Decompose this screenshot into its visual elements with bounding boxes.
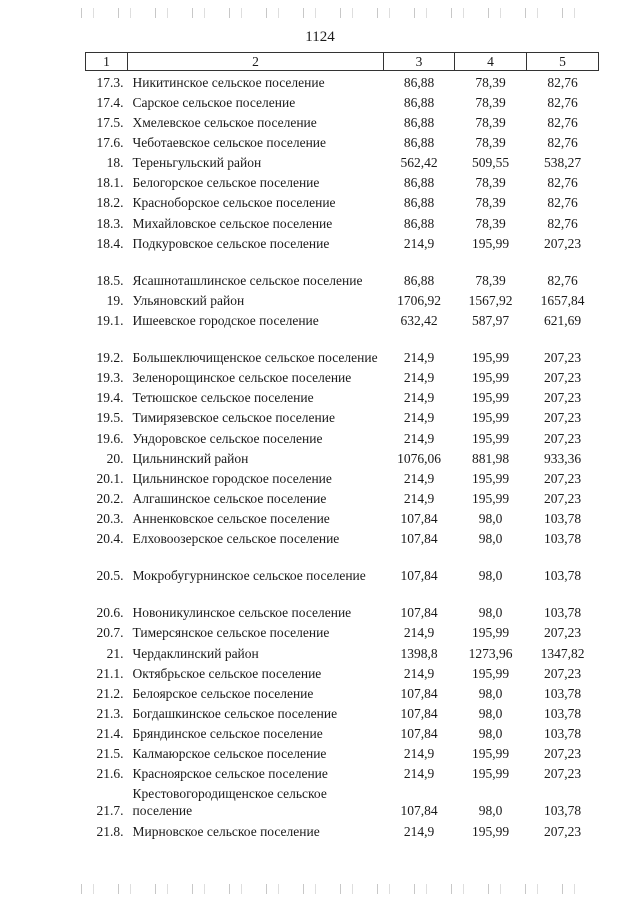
- table-row: [86, 252, 599, 289]
- value-col-5: 82,76: [547, 215, 578, 231]
- allocation-table: [85, 52, 599, 840]
- table-row: [86, 151, 599, 171]
- value-col-5: 82,76: [547, 94, 578, 110]
- value-col-4: 195,99: [471, 766, 510, 782]
- table-header: [86, 53, 599, 71]
- value-col-4: 98,0: [478, 531, 503, 547]
- row-number: 20.3.: [96, 511, 124, 527]
- value-col-5: 207,23: [543, 390, 582, 406]
- value-col-5: 82,76: [547, 114, 578, 130]
- value-col-3: 107,84: [400, 531, 438, 547]
- value-col-3: 86,88: [403, 74, 435, 90]
- value-col-4: 78,39: [475, 135, 506, 151]
- settlement-name: Белогорское сельское поселение: [132, 175, 320, 191]
- value-col-4: 195,99: [471, 430, 510, 446]
- value-col-5: 103,78: [543, 605, 582, 621]
- row-number: 18.2.: [96, 195, 124, 211]
- value-col-4: 78,39: [475, 272, 506, 288]
- table-row: [86, 662, 599, 682]
- scan-artifact-bottom: [70, 884, 590, 894]
- value-col-3: 86,88: [403, 272, 435, 288]
- row-number: 20.4.: [96, 531, 124, 547]
- table-row: [86, 782, 599, 819]
- table-row: [86, 232, 599, 252]
- value-col-3: 107,84: [400, 568, 438, 584]
- settlement-name: Мирновское сельское поселение: [132, 823, 320, 839]
- table-row: [86, 406, 599, 426]
- row-number: 21.5.: [96, 746, 124, 762]
- settlement-name: Чеботаевское сельское поселение: [132, 135, 327, 151]
- row-number: 20.7.: [96, 625, 124, 641]
- value-col-3: 214,9: [403, 491, 435, 507]
- value-col-5: 103,78: [543, 706, 582, 722]
- row-number: 19.1.: [96, 313, 124, 329]
- value-col-4: 195,99: [471, 625, 510, 641]
- table-row: [86, 527, 599, 547]
- value-col-5: 207,23: [543, 823, 582, 839]
- settlement-name: Октябрьское сельское поселение: [132, 665, 322, 681]
- table-body: [86, 71, 599, 840]
- table-row: [86, 702, 599, 722]
- row-number: 19.3.: [96, 370, 124, 386]
- value-col-5: 207,23: [543, 410, 582, 426]
- settlement-name: Ясашноташлинское сельское поселение: [132, 272, 363, 288]
- column-header: 1: [86, 53, 128, 71]
- value-col-3: 1076,06: [397, 450, 441, 466]
- settlement-name: Мокробугурнинское сельское поселение: [132, 568, 366, 584]
- value-col-4: 195,99: [471, 491, 510, 507]
- table-row: [86, 547, 599, 584]
- table-row: [86, 819, 599, 839]
- table-row: [86, 487, 599, 507]
- value-col-5: 538,27: [543, 155, 582, 171]
- row-number: 18.3.: [96, 215, 124, 231]
- value-col-3: 1706,92: [397, 292, 441, 308]
- table-row: [86, 289, 599, 309]
- row-number: 18.5.: [96, 272, 124, 288]
- table-row: [86, 131, 599, 151]
- value-col-5: 207,23: [543, 746, 582, 762]
- settlement-name: Красноярское сельское поселение: [132, 766, 328, 782]
- row-number: 17.4.: [96, 94, 124, 110]
- value-col-5: 103,78: [543, 511, 582, 527]
- row-number: 19.6.: [96, 430, 124, 446]
- table-row: [86, 621, 599, 641]
- table-row: [86, 211, 599, 231]
- row-number: 17.5.: [96, 114, 124, 130]
- row-number: 18.4.: [96, 235, 124, 251]
- value-col-3: 107,84: [400, 726, 438, 742]
- table-row: [86, 111, 599, 131]
- table-row: [86, 682, 599, 702]
- column-header: 5: [527, 53, 599, 71]
- table-row: [86, 641, 599, 661]
- value-col-5: 82,76: [547, 272, 578, 288]
- row-number: 18.: [106, 155, 124, 171]
- value-col-4: 78,39: [475, 215, 506, 231]
- value-col-5: 103,78: [543, 685, 582, 701]
- value-col-5: 82,76: [547, 135, 578, 151]
- settlement-name: Богдашкинское сельское поселение: [132, 706, 338, 722]
- value-col-4: 98,0: [478, 568, 503, 584]
- table-row: [86, 722, 599, 742]
- table-row: [86, 584, 599, 621]
- value-col-3: 86,88: [403, 94, 435, 110]
- value-col-5: 1657,84: [540, 292, 585, 308]
- row-number: 19.2.: [96, 350, 124, 366]
- value-col-5: 207,23: [543, 491, 582, 507]
- value-col-3: 214,9: [403, 470, 435, 486]
- settlement-name: Чердаклинский район: [132, 645, 259, 661]
- settlement-name: Красноборское сельское поселение: [132, 195, 336, 211]
- value-col-4: 195,99: [471, 470, 510, 486]
- value-col-4: 195,99: [471, 823, 510, 839]
- column-header: 4: [455, 53, 527, 71]
- settlement-name: Ундоровское сельское поселение: [132, 430, 323, 446]
- value-col-3: 86,88: [403, 195, 435, 211]
- value-col-4: 78,39: [475, 195, 506, 211]
- row-number: 21.3.: [96, 706, 124, 722]
- value-col-4: 195,99: [471, 746, 510, 762]
- value-col-4: 98,0: [478, 685, 503, 701]
- value-col-4: 195,99: [471, 370, 510, 386]
- settlement-name: Бряндинское сельское поселение: [132, 726, 323, 742]
- table-row: [86, 71, 599, 91]
- page-number: 1124: [305, 29, 335, 45]
- row-number: 20.1.: [96, 470, 124, 486]
- value-col-4: 195,99: [471, 235, 510, 251]
- value-col-3: 86,88: [403, 175, 435, 191]
- value-col-4: 98,0: [478, 726, 503, 742]
- value-col-5: 207,23: [543, 370, 582, 386]
- row-number: 20.6.: [96, 605, 124, 621]
- value-col-5: 103,78: [543, 531, 582, 547]
- value-col-3: 214,9: [403, 235, 435, 251]
- row-number: 21.2.: [96, 685, 124, 701]
- settlement-name: Новоникулинское сельское поселение: [132, 605, 352, 621]
- value-col-3: 214,9: [403, 766, 435, 782]
- value-col-3: 214,9: [403, 390, 435, 406]
- settlement-name: Ишеевское городское поселение: [132, 313, 319, 329]
- value-col-5: 207,23: [543, 235, 582, 251]
- settlement-name: Анненковское сельское поселение: [132, 511, 330, 527]
- value-col-5: 103,78: [543, 803, 582, 819]
- table-row: [86, 329, 599, 366]
- value-col-4: 98,0: [478, 605, 503, 621]
- value-col-3: 214,9: [403, 350, 435, 366]
- value-col-5: 82,76: [547, 74, 578, 90]
- table-row: [86, 171, 599, 191]
- value-col-3: 214,9: [403, 410, 435, 426]
- table-row: [86, 191, 599, 211]
- value-col-3: 86,88: [403, 215, 435, 231]
- row-number: 21.4.: [96, 726, 124, 742]
- value-col-3: 107,84: [400, 706, 438, 722]
- settlement-name: Хмелевское сельское поселение: [132, 114, 317, 130]
- row-number: 20.5.: [96, 568, 124, 584]
- scan-artifact-top: [70, 8, 590, 18]
- settlement-name: Тимирязевское сельское поселение: [132, 410, 335, 426]
- value-col-4: 98,0: [478, 511, 503, 527]
- value-col-5: 82,76: [547, 175, 578, 191]
- table-row: [86, 762, 599, 782]
- table-row: [86, 309, 599, 329]
- settlement-name: Цильнинский район: [132, 450, 249, 466]
- value-col-4: 195,99: [471, 350, 510, 366]
- value-col-5: 103,78: [543, 568, 582, 584]
- value-col-3: 214,9: [403, 823, 435, 839]
- value-col-5: 207,23: [543, 430, 582, 446]
- value-col-4: 881,98: [471, 450, 510, 466]
- value-col-4: 195,99: [471, 390, 510, 406]
- table-row: [86, 447, 599, 467]
- value-col-3: 214,9: [403, 665, 435, 681]
- table-row: [86, 366, 599, 386]
- row-number: 21.6.: [96, 766, 124, 782]
- settlement-name: Тереньгульский район: [132, 155, 262, 171]
- settlement-name: Тетюшское сельское поселение: [132, 390, 314, 406]
- table-row: [86, 467, 599, 487]
- row-number: 20.: [106, 450, 124, 466]
- settlement-name: Алгашинское сельское поселение: [132, 491, 327, 507]
- settlement-name: Сарское сельское поселение: [132, 94, 296, 110]
- value-col-5: 207,23: [543, 665, 582, 681]
- row-number: 21.: [106, 645, 124, 661]
- value-col-3: 107,84: [400, 685, 438, 701]
- table-row: [86, 742, 599, 762]
- value-col-3: 214,9: [403, 746, 435, 762]
- settlement-name: Тимерсянское сельское поселение: [132, 625, 330, 641]
- value-col-3: 214,9: [403, 370, 435, 386]
- table-row: [86, 386, 599, 406]
- value-col-4: 195,99: [471, 665, 510, 681]
- value-col-5: 207,23: [543, 766, 582, 782]
- value-col-4: 509,55: [471, 155, 510, 171]
- row-number: 19.5.: [96, 410, 124, 426]
- table-row: [86, 426, 599, 446]
- settlement-name: Цильнинское городское поселение: [132, 470, 332, 486]
- row-number: 19.: [106, 292, 124, 308]
- value-col-4: 78,39: [475, 114, 506, 130]
- value-col-4: 1567,92: [468, 292, 513, 308]
- value-col-5: 207,23: [543, 350, 582, 366]
- value-col-4: 1273,96: [468, 645, 513, 661]
- settlement-name: Большеключищенское сельское поселение: [132, 350, 378, 366]
- value-col-3: 86,88: [403, 135, 435, 151]
- settlement-name: Крестовогородищенское сельское поселение: [132, 786, 327, 819]
- value-col-4: 98,0: [478, 706, 503, 722]
- value-col-5: 1347,82: [540, 645, 585, 661]
- value-col-3: 107,84: [400, 511, 438, 527]
- value-col-3: 632,42: [400, 313, 438, 329]
- value-col-3: 562,42: [400, 155, 438, 171]
- value-col-3: 107,84: [400, 605, 438, 621]
- row-number: 21.1.: [96, 665, 124, 681]
- row-number: 20.2.: [96, 491, 124, 507]
- value-col-5: 621,69: [543, 313, 582, 329]
- value-col-4: 78,39: [475, 94, 506, 110]
- settlement-name: Белоярское сельское поселение: [132, 685, 314, 701]
- value-col-4: 78,39: [475, 175, 506, 191]
- row-number: 17.6.: [96, 135, 124, 151]
- value-col-3: 214,9: [403, 625, 435, 641]
- column-header: 2: [128, 53, 384, 71]
- row-number: 19.4.: [96, 390, 124, 406]
- row-number: 17.3.: [96, 74, 124, 90]
- table-row: [86, 91, 599, 111]
- settlement-name: Калмаюрское сельское поселение: [132, 746, 327, 762]
- table-row: [86, 507, 599, 527]
- row-number: 18.1.: [96, 175, 124, 191]
- row-number: 21.7.: [96, 803, 124, 819]
- value-col-3: 1398,8: [400, 645, 438, 661]
- value-col-4: 587,97: [471, 313, 510, 329]
- value-col-5: 103,78: [543, 726, 582, 742]
- settlement-name: Зеленорощинское сельское поселение: [132, 370, 352, 386]
- value-col-5: 82,76: [547, 195, 578, 211]
- settlement-name: Никитинское сельское поселение: [132, 74, 325, 90]
- settlement-name: Подкуровское сельское поселение: [132, 235, 330, 251]
- value-col-5: 207,23: [543, 625, 582, 641]
- value-col-4: 98,0: [478, 803, 503, 819]
- value-col-4: 78,39: [475, 74, 506, 90]
- row-number: 21.8.: [96, 823, 124, 839]
- value-col-5: 933,36: [543, 450, 582, 466]
- settlement-name: Елховоозерское сельское поселение: [132, 531, 340, 547]
- value-col-3: 86,88: [403, 114, 435, 130]
- value-col-3: 107,84: [400, 803, 438, 819]
- value-col-3: 214,9: [403, 430, 435, 446]
- settlement-name: Ульяновский район: [132, 292, 245, 308]
- column-header: 3: [384, 53, 455, 71]
- value-col-4: 195,99: [471, 410, 510, 426]
- value-col-5: 207,23: [543, 470, 582, 486]
- settlement-name: Михайловское сельское поселение: [132, 215, 333, 231]
